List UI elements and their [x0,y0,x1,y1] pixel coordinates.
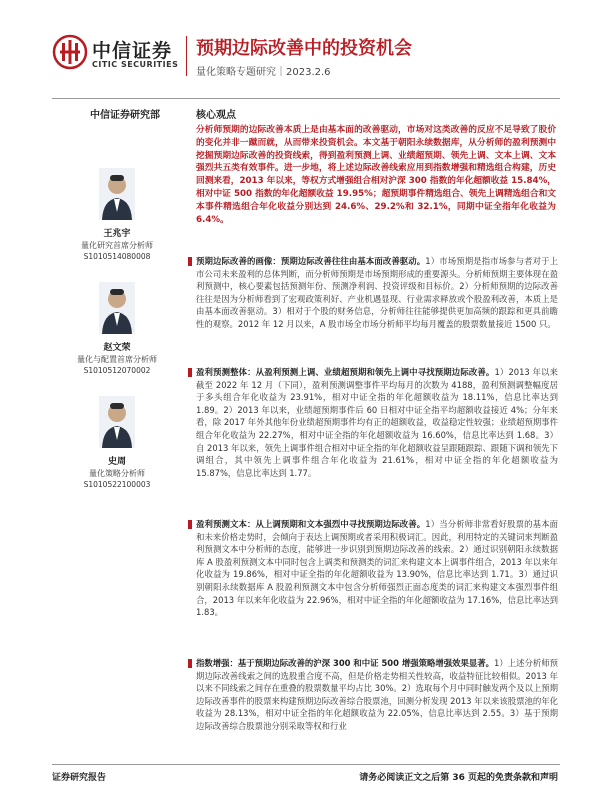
header-rule [52,98,560,99]
analyst-photo-icon [99,168,135,220]
brand-name: 中信证券 [92,40,173,62]
report-subtitle: 量化策略专题研究｜2023.2.6 [196,67,331,78]
bullet-section [196,657,558,733]
brand-name-en: CITIC SECURITIES [92,60,179,69]
analyst-name: 王兆宇 [103,229,131,239]
section-body: 1）上述分析师预期边际改善线索之间的选股重合度不高，但是价格走势相关性较高，收益特征比较相似。2013 年以来不同线索之间存在重叠的股票数量平均占比 30%。2）选取每个月中同时触发两个及以上预期边际改善事件的股票来构建预期边际改善综合股票池，回测分析发现 2013 年以来该股票池的年化收益为 28.13%，相对中证全指的年化超额收益为 22.05%，信息比率达到 2.55。3）基于预期边际改善综合股票池分别采取等权和行业 [196,658,559,731]
analyst-photo-icon [99,282,135,334]
analyst-id: S1010514080008 [83,252,151,261]
analyst-card [52,396,182,490]
analyst-role: 量化策略分析师 [89,469,145,478]
footer-disclaimer: 请务必阅读正文之后第 36 页起的免责条款和声明 [359,773,558,783]
core-view-heading: 核心观点 [196,110,236,121]
header-divider [186,36,187,76]
report-title: 预期边际改善中的投资机会 [196,38,412,59]
summary-paragraph: 分析师预期的边际改善本质上是由基本面的改善驱动，市场对这类改善的反应不足导致了股价的变化并非一蹴而就，从而带来投资机会。本文基于朝阳永续数据库，从分析师的盈利预测中挖掘预期边际改善的投资线索，得到盈利预测上调、业绩超预期、领先上调、文本上调、文本强烈共五类有效事件。进一步地，将上述边际改善线索应用到指数增强和精选组合构建，历史回测来看，2013 年以来，等权方式增强组合相对沪深 300 指数的年化超额收益 15.84%，相对中证 500 指数的年化超额收益 19.95%；超预期事件精选组合、领先上调精选组合和文本事件精选组合年化收益分别达到 24.6%、29.2%和 32.1%，同期中证全指年化收益为 6.4%。 [196,125,556,225]
bullet-section [196,518,558,619]
analyst-id: S1010522100003 [83,480,151,489]
analyst-card [52,168,182,262]
bullet-marker [188,659,192,668]
analyst-role: 量化研究首席分析师 [81,241,153,250]
citic-logo-icon [52,34,88,70]
bullet-section [196,366,558,479]
section-lead: 指数增强：基于预期边际改善的沪深 300 和中证 500 增强策略增强效果显著。 [196,658,495,668]
section-lead: 预期边际改善的画像：预期边际改善往往由基本面改善驱动。 [196,256,426,266]
footer-rule [52,764,560,765]
section-lead: 盈利预测文本：从上调预期和文本强烈中寻找预期边际改善。 [196,519,426,529]
analyst-card [52,282,182,376]
section-body: 1）2013 年以来截至 2022 年 12 月（下同），盈利预测调整事件平均每月的次数为 4188，盈利预测调整幅度居于多头组合年化收益为 23.91%，相对中证全指的年化超额收益为 18.11%，信息比率达到 1.89。2）2013 年以来，业绩超预期事件后 60 日相对中证全指平均超额收益接近 4%；分年来看，除 2017 年外其他年份业绩超预期事件均有正的超额收益，收益稳定性较强；业绩超预期事件组合年化收益为 22.27%，相对中证全指的年化超额收益为 16.60%，信息比率达到 1.68。3）自 2013 年以来，领先上调事件组合相对中证全指的年化超额收益呈跟随跟踪、跟随下调和领先下调组合，其中领先上调事件组合年化收益为 21.61%，相对中证全指的年化超额收益为 15.87%，信息比率达到 1.77。 [196,367,558,478]
section-body: 1）市场预期是指市场参与者对于上市公司未来盈利的总体判断，而分析师预期是市场预期形成的重要源头。分析师预期主要体现在盈利预测中，核心要素包括预测年份、预测净利润、投资评级和目标价。2）分析师预期的边际改善往往是因为分析师看到了宏观政策利好、产业机遇显现、行业需求释放或个股盈利改善，本质上是由基本面改善驱动。3）相对于个股的财务信息，分析师往往能够提供更加高频的跟踪和更具前瞻性的观察。2012 年 12 月以来，A 股市场全市场分析师平均每月覆盖的股票数量接近 1500 只。 [196,256,559,329]
bullet-marker [188,257,192,266]
analyst-id: S1010512070002 [83,366,151,375]
analyst-photo-icon [99,396,135,448]
bullet-section [196,255,558,331]
bullet-marker [188,520,192,529]
analyst-name: 赵文荣 [103,343,131,353]
research-dept-heading: 中信证券研究部 [90,110,160,121]
footer-report-type: 证券研究报告 [52,773,107,783]
section-body: 1）当分析师非常看好股票的基本面和未来价格走势时，会倾向于表达上调预期或者采用积极词汇。因此，利用特定的关键词来判断盈利预测文本中分析师的态度，能够进一步识别到预期边际改善的线索。2）通过识别朝阳永续数据库 A 股盈利预测文本中同时包含上调类和预测类的词汇来构建文本上调事件组合，2013 年以来年化收益为 19.86%，相对中证全指的年化超额收益为 13.90%，信息比率达到 1.71。3）通过识别朝阳永续数据库 A 股盈利预测文本中包含分析师强烈正面态度类的词汇来构建文本强烈事件组合，2013 年以来年化收益为 22.96%，相对中证全指的年化超额收益为 17.16%，信息比率达到 1.83。 [196,519,559,618]
analyst-name: 史周 [107,457,126,467]
section-lead: 盈利预测整体：从盈利预测上调、业绩超预期和领先上调中寻找预期边际改善。 [196,367,495,377]
bullet-marker [188,368,192,377]
analyst-role: 量化与配置首席分析师 [77,355,157,364]
